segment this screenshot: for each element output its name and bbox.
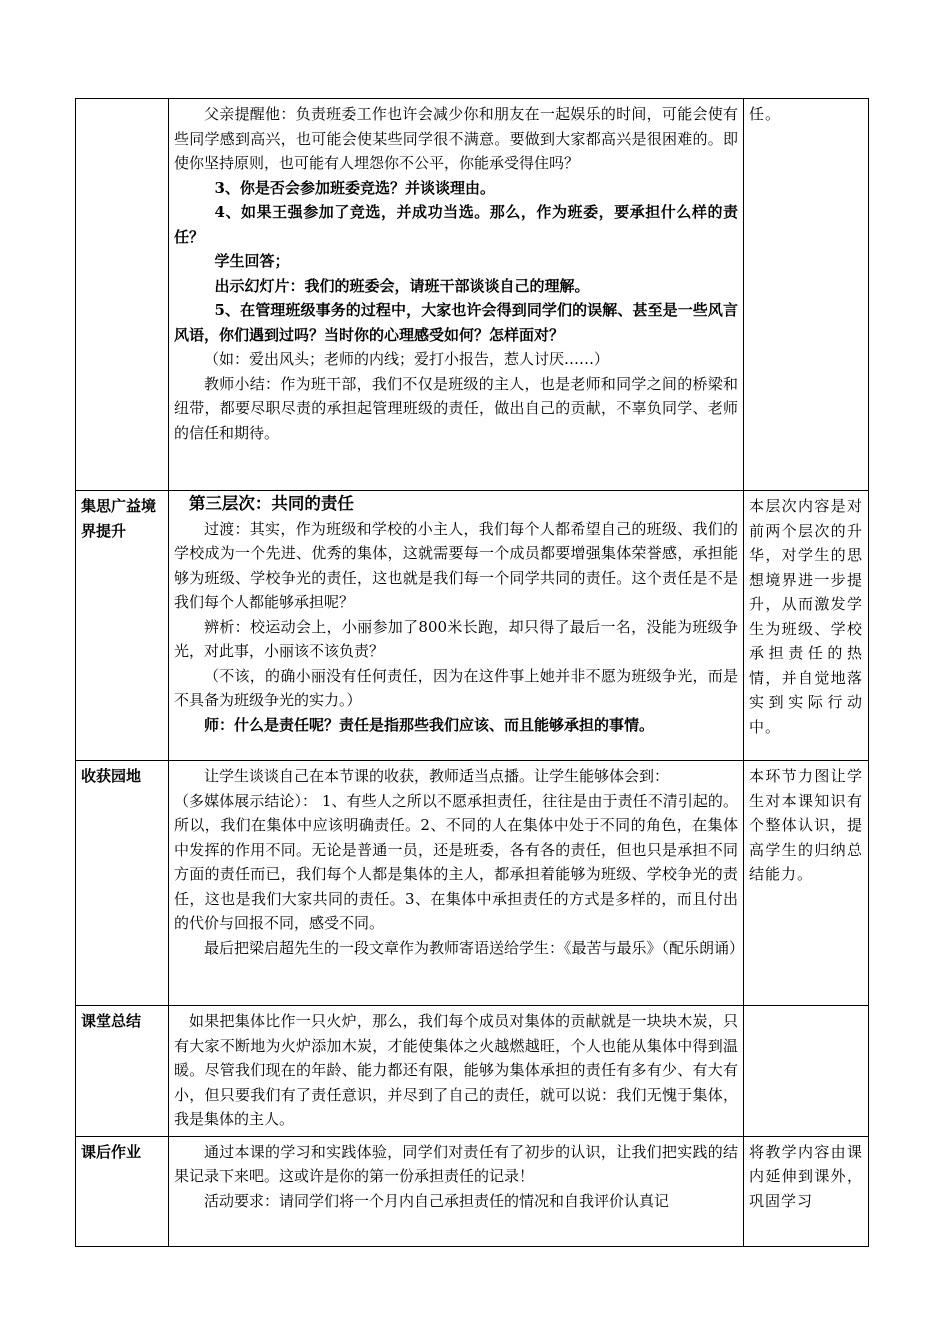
paragraph: 师：什么是责任呢？责任是指那些我们应该、而且能够承担的事情。: [204, 715, 655, 734]
paragraph: 父亲提醒他：负责班委工作也许会减少你和朋友在一起娱乐的时间，可能会使有些同学感到高兴，也可能会使某些同学很不满意。要做到大家都高兴是很困难的。即使你坚持原则，也可能有人埋怨你不公平，你能承受得住吗？: [174, 105, 738, 172]
section-heading: 第三层次：共同的责任: [188, 494, 354, 513]
row-content: [169, 1136, 744, 1246]
row-content: [169, 761, 744, 1006]
row-note: [744, 1006, 869, 1137]
paragraph: 过渡：其实，作为班级和学校的小主人，我们每个人都希望自己的班级、我们的学校成为一个先进、优秀的集体，这就需要每一个成员都要增强集体荣誉感，承担能够为班级、学校争光的责任，这也就是我们每一个同学共同的责任。这个责任是不是我们每个人都能够承担呢？: [174, 519, 738, 611]
paragraph: 如果把集体比作一只火炉，那么，我们每个成员对集体的贡献就是一块块木炭，只有大家不断地为火炉添加木炭，才能使集体之火越燃越旺，个人也能从集体中得到温暖。尽管我们现在的年龄、能力都还有限，能够为集体承担的责任有多有少、有大有小，但只要我们有了责任意识，并尽到了自己的责任，就可以说：我们无愧于集体，我是集体的主人。: [174, 1012, 738, 1128]
row-content: [169, 1006, 744, 1137]
row-note: 本层次内容是对前两个层次的升华，对学生的思想境界进一步提升，从而激发学生为班级、学校承担责任的热情，并自觉地落实到实际行动中。: [744, 491, 869, 761]
row-content: [169, 491, 744, 761]
paragraph: （不该，的确小丽没有任何责任，因为在这件事上她并非不愿为班级争光，而是不具备为班级争光的实力。）: [174, 666, 738, 709]
teacher-summary: 教师小结：作为班干部，我们不仅是班级的主人，也是老师和同学之间的桥梁和纽带，都要尽职尽责的承担起管理班级的责任，做出自己的贡献，不辜负同学、老师的信任和期待。: [174, 374, 738, 442]
lesson-plan-table: [75, 98, 869, 1247]
table-row: [76, 761, 869, 1006]
row-label: 收获园地: [76, 761, 169, 1006]
question-5: 5、在管理班级事务的过程中，大家也许会得到同学们的误解、甚至是一些风言风语，你们遇到过吗？当时你的心理感受如何？怎样面对？: [174, 301, 738, 344]
row-content: [169, 99, 744, 491]
row-note: 任。: [744, 99, 869, 491]
table-row: [76, 1136, 869, 1246]
paragraph: 让学生谈谈自己在本节课的收获，教师适当点播。让学生能够体会到：: [204, 767, 670, 785]
question-3: 3、你是否会参加班委竞选？并谈谈理由。: [214, 178, 495, 197]
paragraph: 活动要求：请同学们将一个月内自己承担责任的情况和自我评价认真记: [204, 1191, 670, 1210]
paragraph: 辨析：校运动会上，小丽参加了800米长跑，却只得了最后一名，没能为班级争光，对此事，小丽该不该负责？: [174, 617, 738, 660]
paragraph: 学生回答；: [214, 252, 290, 270]
paragraph: 最后把梁启超先生的一段文章作为教师寄语送给学生：《最苦与最乐》（配乐朗诵）: [204, 938, 745, 957]
row-label: 课堂总结: [76, 1006, 169, 1137]
row-label: 课后作业: [76, 1136, 169, 1246]
table-row: [76, 1006, 869, 1137]
table-row: [76, 491, 869, 761]
paragraph: 出示幻灯片：我们的班委会，请班干部谈谈自己的理解。: [214, 276, 590, 295]
paragraph: （如：爱出风头；老师的内线；爱打小报告，惹人讨厌……）: [204, 350, 610, 368]
row-label: 集思广益境界提升: [76, 491, 169, 761]
question-4: 4、如果王强参加了竞选，并成功当选。那么，作为班委，要承担什么样的责任？: [174, 203, 738, 246]
table-row: [76, 99, 869, 491]
row-note: 将教学内容由课内延伸到课外，巩固学习: [744, 1136, 869, 1246]
paragraph: （多媒体展示结论）： 1、有些人之所以不愿承担责任，往往是由于责任不清引起的。所以，我们在集体中应该明确责任。2、不同的人在集体中处于不同的角色，在集体中发挥的作用不同。无论是普通一员，还是班委，各有各的责任，但也只是承担不同方面的责任而已，我们每个人都是集体的主人，都承担着能够为班级、学校争光的责任，这也是我们大家共同的责任。3、在集体中承担责任的方式是多样的，而且付出的代价与回报不同，感受不同。: [174, 791, 738, 932]
paragraph: 通过本课的学习和实践体验，同学们对责任有了初步的认识，让我们把实践的结果记录下来吧。这或许是你的第一份承担责任的记录！: [174, 1142, 738, 1185]
row-note: 本环节力图让学生对本课知识有个整体认识，提高学生的归纳总结能力。: [744, 761, 869, 1006]
row-label: [76, 99, 169, 491]
